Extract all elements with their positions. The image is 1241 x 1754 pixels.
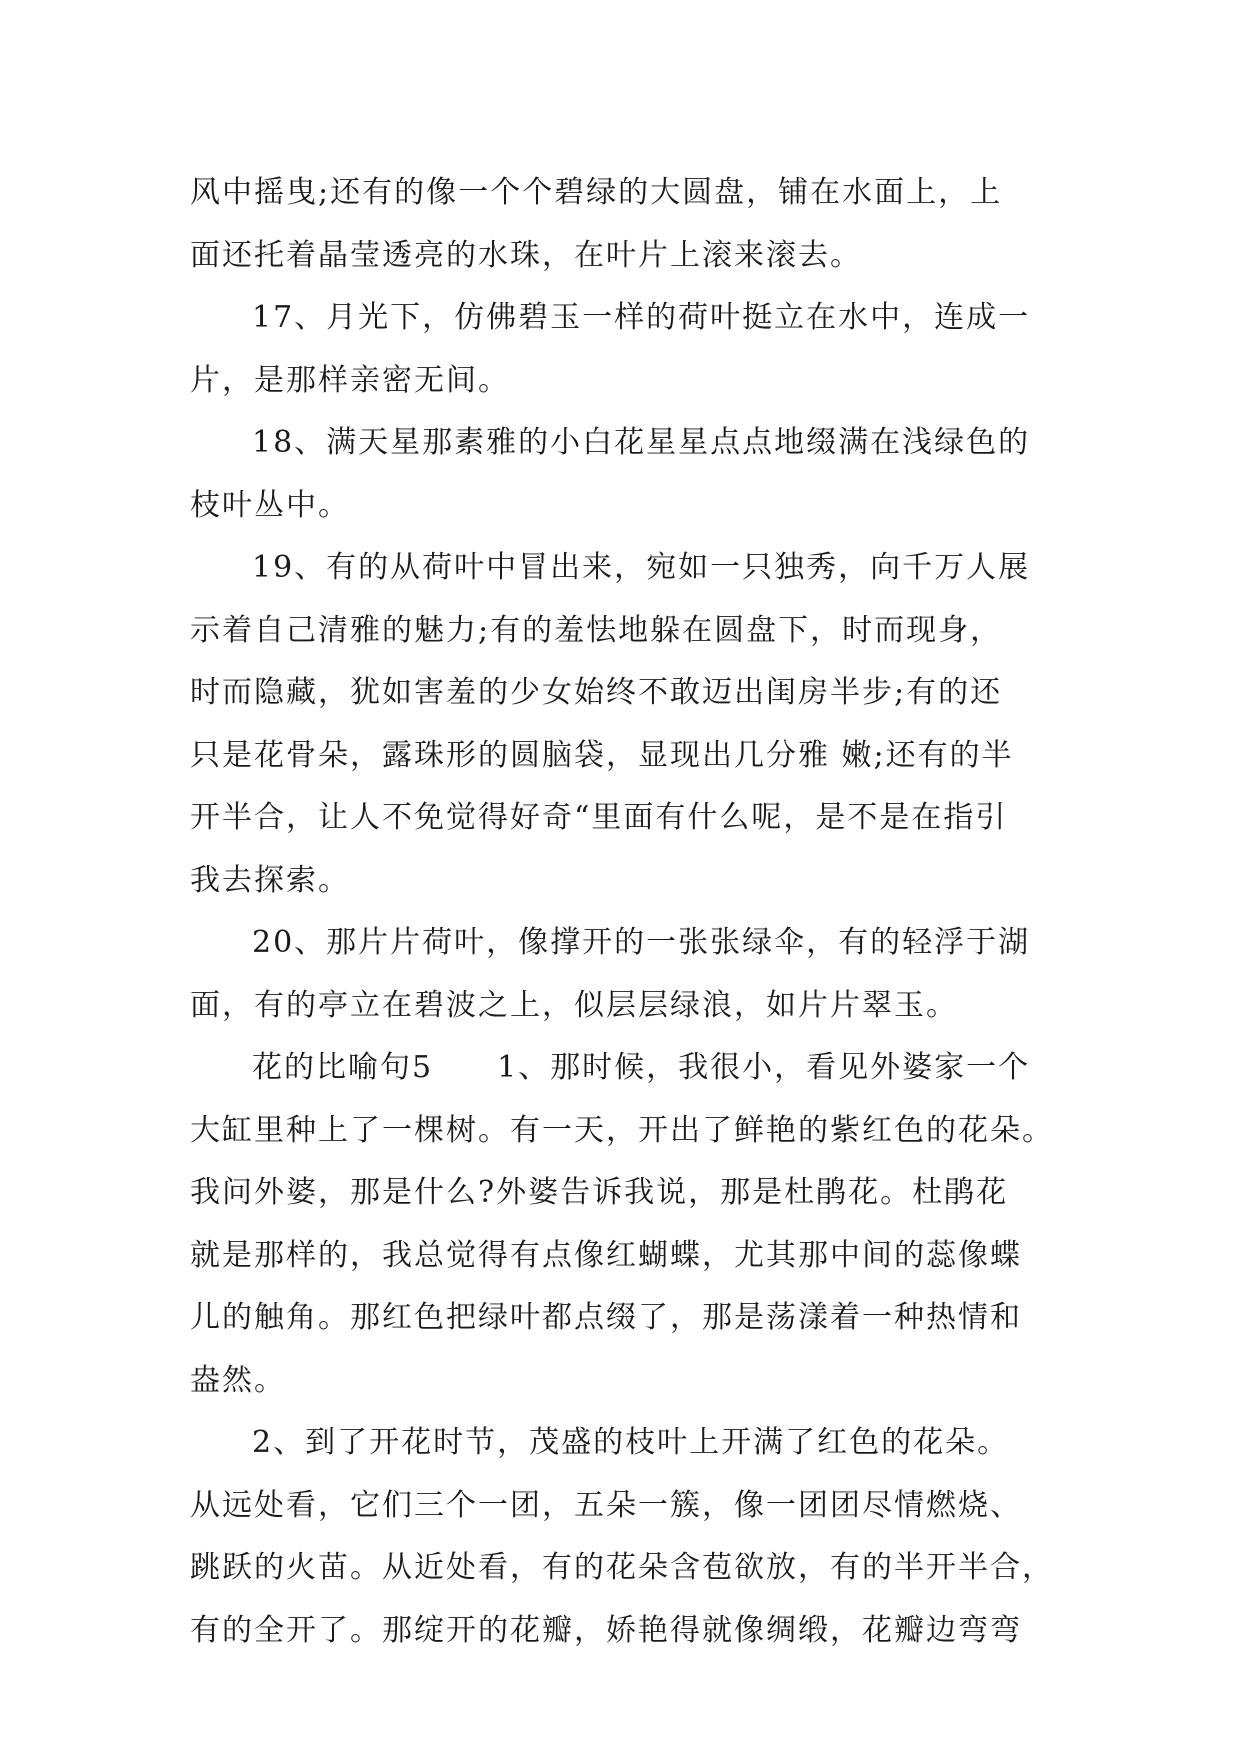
document-body: [190, 162, 1060, 1662]
text-line: 从远处看，它们三个一团，五朵一簇，像一团团尽情燃烧、: [190, 1487, 1022, 1523]
text-line: 示着自己清雅的魅力;有的羞怯地躲在圆盘下，时而现身，: [190, 612, 1003, 648]
text-line: 时而隐藏，犹如害羞的少女始终不敢迈出闺房半步;有的还: [190, 675, 1003, 710]
paragraph-19-start: 19、有的从荷叶中冒出来，宛如一只独秀，向千万人展: [252, 550, 1031, 585]
paragraph-18-start: 18、满天星那素雅的小白花星星点点地缀满在浅绿色的: [252, 425, 1031, 460]
text-line: 大缸里种上了一棵树。有一天，开出了鲜艳的紫红色的花朵。: [190, 1112, 1054, 1148]
section-heading-line: 花的比喻句5 1、那时候，我很小，看见外婆家一个: [252, 1050, 1031, 1085]
text-line: 风中摇曳;还有的像一个个碧绿的大圆盘，铺在水面上，上: [190, 175, 1003, 210]
text-line: 片，是那样亲密无间。: [190, 362, 510, 398]
paragraph-2-start: 2、到了开花时节，茂盛的枝叶上开满了红色的花朵。: [252, 1425, 1010, 1460]
paragraph-20-start: 20、那片片荷叶，像撑开的一张张绿伞，有的轻浮于湖: [252, 925, 1031, 960]
text-line: 面还托着晶莹透亮的水珠，在叶片上滚来滚去。: [190, 237, 862, 273]
text-line: 跳跃的火苗。从近处看，有的花朵含苞欲放，有的半开半合，: [190, 1550, 1054, 1585]
text-line: 儿的触角。那红色把绿叶都点缀了，那是荡漾着一种热情和: [190, 1300, 1022, 1335]
text-line: 枝叶丛中。: [190, 487, 350, 523]
text-line: 我问外婆，那是什么?外婆告诉我说，那是杜鹃花。杜鹃花: [190, 1175, 1009, 1210]
text-line: 有的全开了。那绽开的花瓣，娇艳得就像绸缎，花瓣边弯弯: [190, 1612, 1022, 1648]
paragraph-17-start: 17、月光下，仿佛碧玉一样的荷叶挺立在水中，连成一: [252, 300, 1031, 335]
text-line: 盎然。: [190, 1362, 286, 1398]
text-line: 面，有的亭立在碧波之上，似层层绿浪，如片片翠玉。: [190, 987, 958, 1023]
text-line: 只是花骨朵，露珠形的圆脑袋，显现出几分雅 嫩;还有的半: [190, 737, 1014, 773]
text-line: 就是那样的，我总觉得有点像红蝴蝶，尤其那中间的蕊像蝶: [190, 1237, 1022, 1273]
text-line: 我去探索。: [190, 862, 350, 898]
text-line: 开半合，让人不免觉得好奇“里面有什么呢，是不是在指引: [190, 800, 1008, 835]
